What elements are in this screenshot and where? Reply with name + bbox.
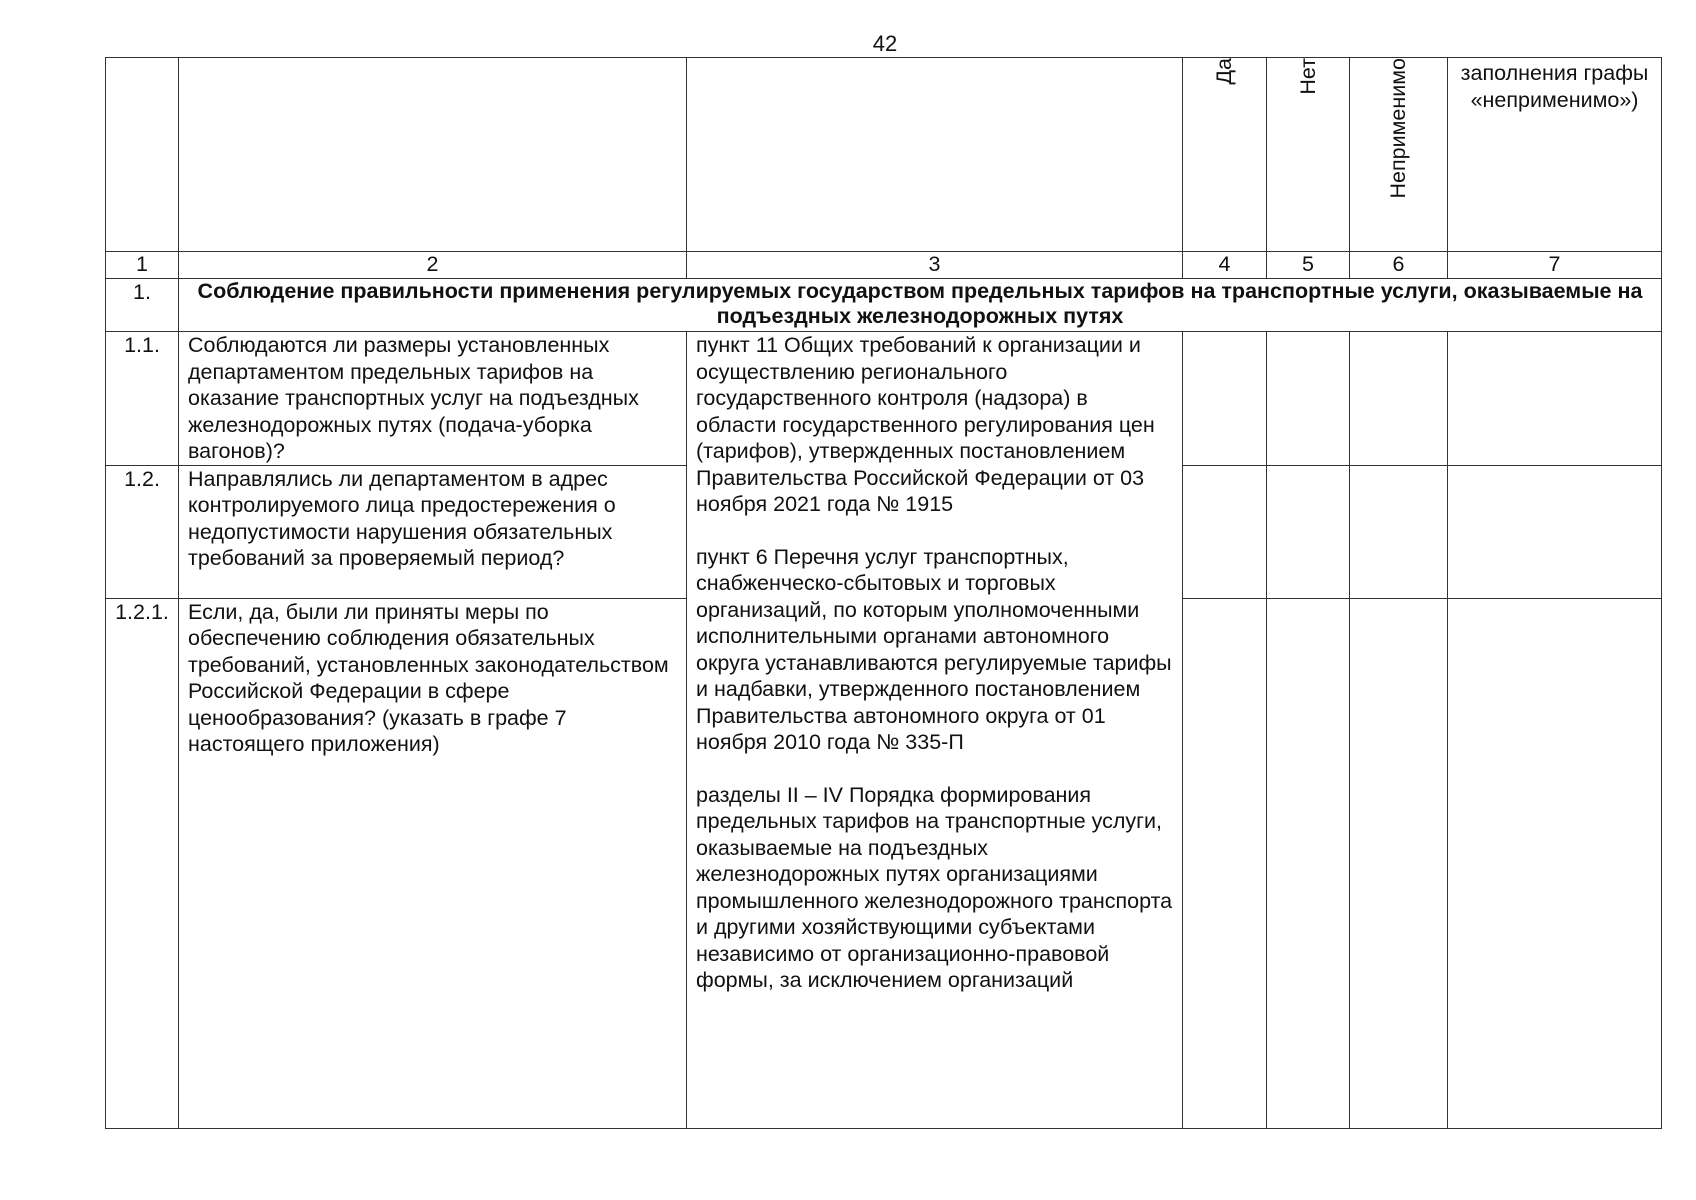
column-number: 1: [106, 252, 179, 279]
answer-yes-cell[interactable]: [1183, 332, 1267, 466]
answer-yes-cell[interactable]: [1183, 465, 1267, 598]
column-number: 2: [179, 252, 687, 279]
note-cell[interactable]: [1448, 465, 1662, 598]
legal-reference: пункт 6 Перечня услуг транспортных, снабженческо-сбытовых и торговых организаций, по которым уполномоченными исполнительными органами автономного округа устанавливаются регулируемые тарифы и надбавки, утвержденного постановлением Правительства автономного округа от 01 ноября 2010 года № 335-П: [696, 544, 1172, 754]
column-number: 5: [1267, 252, 1350, 279]
header-cell-2: [179, 58, 687, 252]
section-row: [106, 279, 1662, 332]
page-number: 42: [872, 31, 898, 56]
legal-reference: разделы II – IV Порядка формирования предельных тарифов на транспортные услуги, оказываемые на подъездных железнодорожных путях организациями промышленного железнодорожного транспорта и другими хозяйствующими субъектами независимо от организационно-правовой формы, за исключением организаций: [696, 782, 1173, 992]
header-cell-5: [1267, 58, 1350, 252]
header-cell-3: [687, 58, 1183, 252]
note-cell[interactable]: [1448, 598, 1662, 1128]
legal-reference: пункт 11 Общих требований к организации и осуществлению регионального государственного контроля (надзора) в области государственного регулирования цен (тарифов), утвержденных постановлением Правительства Российской Федерации от 03 ноября 2021 года № 1915: [696, 333, 1155, 516]
header-cell-7: [1448, 58, 1662, 252]
answer-not-applicable-cell[interactable]: [1350, 598, 1448, 1128]
row-question: Если, да, были ли приняты меры по обеспечению соблюдения обязательных требований, установленных законодательством Российской Федерации в сфере ценообразования? (указать в графе 7 настоящего приложения): [179, 598, 687, 1128]
column-number: 7: [1448, 252, 1662, 279]
header-cell-4: [1183, 58, 1267, 252]
column-number: 6: [1350, 252, 1448, 279]
header-yes-label: Да: [1212, 58, 1237, 85]
header-no-label: Нет: [1295, 58, 1320, 95]
row-question: Соблюдаются ли размеры установленных департаментом предельных тарифов на оказание транспортных услуг на подъездных железнодорожных путях (подача-уборка вагонов)?: [179, 332, 687, 466]
header-row: [106, 58, 1662, 252]
column-numbers-row: [106, 252, 1662, 279]
column-number: 3: [687, 252, 1183, 279]
header-cell-1: [106, 58, 179, 252]
header-cell-6: [1350, 58, 1448, 252]
column-number: 4: [1183, 252, 1267, 279]
legal-references-cell: [687, 332, 1183, 1129]
answer-no-cell[interactable]: [1267, 332, 1350, 466]
header-not-applicable-label: Неприменимо: [1386, 58, 1411, 199]
answer-not-applicable-cell[interactable]: [1350, 332, 1448, 466]
row-number: 1.2.1.: [106, 598, 179, 1128]
table-row: [106, 332, 1662, 466]
answer-no-cell[interactable]: [1267, 465, 1350, 598]
row-number: 1.2.: [106, 465, 179, 598]
checklist-table: [105, 57, 1662, 1129]
answer-not-applicable-cell[interactable]: [1350, 465, 1448, 598]
header-note-label: заполнения графы «неприменимо»): [1460, 61, 1649, 112]
row-number: 1.1.: [106, 332, 179, 466]
answer-no-cell[interactable]: [1267, 598, 1350, 1128]
section-number: 1.: [106, 279, 179, 332]
section-title: Соблюдение правильности применения регулируемых государством предельных тарифов на транспортные услуги, оказываемые на подъездных железнодорожных путях: [179, 279, 1662, 332]
row-question: Направлялись ли департаментом в адрес контролируемого лица предостережения о недопустимости нарушения обязательных требований за проверяемый период?: [179, 465, 687, 598]
answer-yes-cell[interactable]: [1183, 598, 1267, 1128]
note-cell[interactable]: [1448, 332, 1662, 466]
